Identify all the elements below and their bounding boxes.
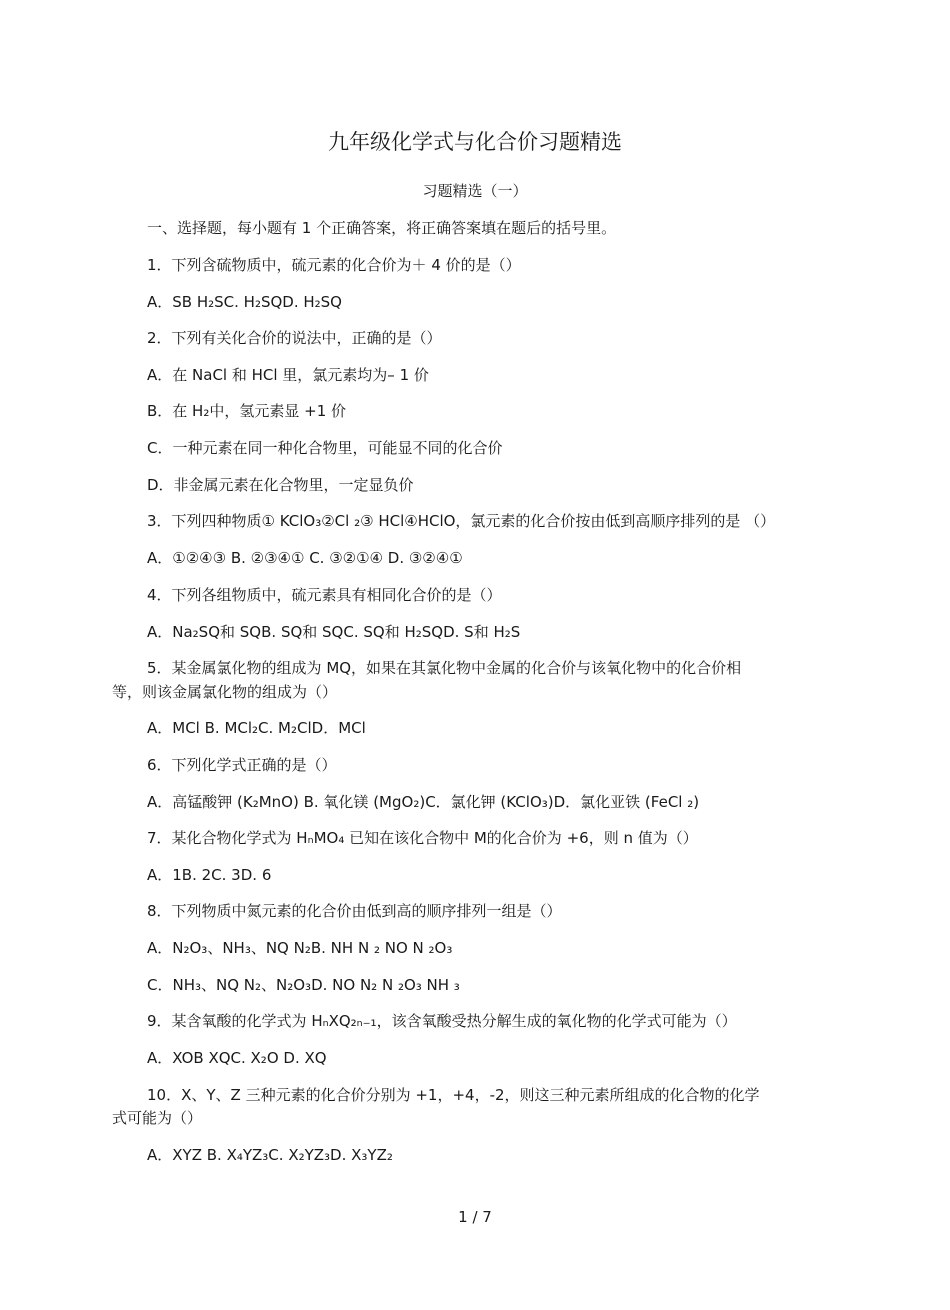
question-3: 3．下列四种物质① KClO₃②Cl ₂③ HCl④HClO，氯元素的化合价按由低到高顺序排列的是 （） xyxy=(147,512,776,530)
page-number: 1 / 7 xyxy=(458,1208,492,1226)
options-8ab: A．N₂O₃、NH₃、NQ N₂B. NH N ₂ NO N ₂O₃ xyxy=(147,939,453,957)
options-10: A．XYZ B. X₄YZ₃C. X₂YZ₃D. X₃YZ₂ xyxy=(147,1146,393,1164)
question-6: 6．下列化学式正确的是（） xyxy=(147,756,337,774)
options-6: A．高锰酸钾 (K₂MnO) B. 氧化镁 (MgO₂)C．氯化钾 (KClO₃)D．氯化亚铁 (FeCl ₂) xyxy=(147,793,700,811)
question-5: 5．某金属氯化物的组成为 MQ，如果在其氯化物中金属的化合价与该氧化物中的化合价相 xyxy=(147,659,742,677)
option-2b: B．在 H₂中，氢元素显 +1 价 xyxy=(147,402,346,420)
question-2: 2．下列有关化合价的说法中，正确的是（） xyxy=(147,329,442,347)
options-3: A．①②④③ B. ②③④① C. ③②①④ D. ③②④① xyxy=(147,549,463,567)
question-10-cont: 式可能为（） xyxy=(112,1109,203,1127)
question-8: 8．下列物质中氮元素的化合价由低到高的顺序排列一组是（） xyxy=(147,902,562,920)
question-10: 10．X、Y、Z 三种元素的化合价分别为 +1，+4，-2，则这三种元素所组成的化合物的化学 xyxy=(147,1086,760,1104)
question-5-cont: 等，则该金属氯化物的组成为（） xyxy=(112,683,338,701)
options-8cd: C．NH₃、NQ N₂、N₂O₃D. NO N₂ N ₂O₃ NH ₃ xyxy=(147,976,460,994)
options-9: A．XOB XQC. X₂O D. XQ xyxy=(147,1049,327,1067)
option-2d: D．非金属元素在化合物里，一定显负价 xyxy=(147,476,414,494)
question-4: 4．下列各组物质中，硫元素具有相同化合价的是（） xyxy=(147,586,502,604)
option-2a: A．在 NaCl 和 HCl 里，氯元素均为– 1 价 xyxy=(147,366,429,384)
option-2c: C．一种元素在同一种化合物里，可能显不同的化合价 xyxy=(147,439,503,457)
options-5: A．MCl B. MCl₂C. M₂ClD．MCl xyxy=(147,719,366,737)
question-1: 1．下列含硫物质中，硫元素的化合价为＋ 4 价的是（） xyxy=(147,256,521,274)
section-subtitle: 习题精选（一） xyxy=(422,182,528,200)
instruction-line: 一、选择题，每小题有 1 个正确答案，将正确答案填在题后的括号里。 xyxy=(147,219,617,237)
question-7: 7．某化合物化学式为 HₙMO₄ 已知在该化合物中 M的化合价为 +6，则 n 值为（） xyxy=(147,829,698,847)
question-9: 9．某含氧酸的化学式为 HₙXQ₂ₙ₋₁，该含氧酸受热分解生成的氧化物的化学式可能为（） xyxy=(147,1012,737,1030)
options-4: A．Na₂SQ和 SQB. SQ和 SQC. SQ和 H₂SQD. S和 H₂S xyxy=(147,623,521,641)
document-title: 九年级化学式与化合价习题精选 xyxy=(328,130,622,154)
options-7: A．1B. 2C. 3D. 6 xyxy=(147,866,272,884)
options-1: A．SB H₂SC. H₂SQD. H₂SQ xyxy=(147,293,342,311)
